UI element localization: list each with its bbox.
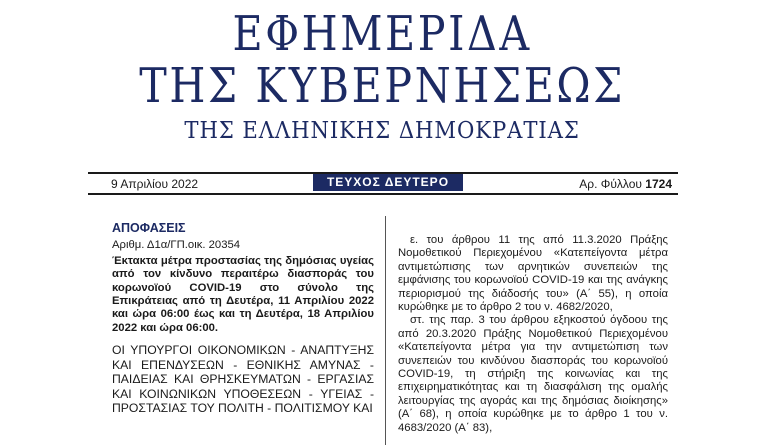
paragraph: ε. του άρθρου 11 της από 11.3.2020 Πράξης Νομοθετικού Περιεχομένου «Κατεπείγοντα μέτρα αντιμετώπισης των αρνητικών συνεπειών της εμφάνισης του κορωνοϊού COVID-19 και της ανάγκης περιορισμού της διάδοσής του» (Α΄ 55), η οποία κυρώθηκε με το άρθρο 2 του ν. 4682/2020, [398, 234, 668, 314]
header-rule-bottom [88, 193, 678, 195]
masthead-title: ΕΦΗΜΕΡΙΔΑ [232, 6, 532, 62]
sheet-number-value: 1724 [645, 177, 672, 191]
left-column [112, 222, 374, 416]
protocol-number: Αριθμ. Δ1α/ΓΠ.οικ. 20354 [112, 239, 241, 252]
ministers-heading: ΟΙ ΥΠΟΥΡΓΟΙ ΟΙΚΟΝΟΜΙΚΩΝ - ΑΝΑΠΤΥΞΗΣ ΚΑΙ ΕΠΕΝΔΥΣΕΩΝ - ΕΘΝΙΚΗΣ ΑΜΥΝΑΣ - ΠΑΙΔΕΙΑΣ ΚΑΙ ΘΡΗΣΚΕΥΜΑΤΩΝ - ΕΡΓΑΣΙΑΣ ΚΑΙ ΚΟΙΝΩΝΙΚΩΝ ΥΠΟΘΕΣΕΩΝ - ΥΓΕΙΑΣ - ΠΡΟΣΤΑΣΙΑΣ ΤΟΥ ΠΟΛΙΤΗ - ΠΟΛΙΤΙΣΜΟΥ ΚΑΙ [112, 343, 374, 416]
masthead-subtitle: ΤΗΣ ΚΥΒΕΡΝΗΣΕΩΣ [139, 58, 625, 114]
paragraph: στ. της παρ. 3 του άρθρου εξηκοστού όγδοου της από 20.3.2020 Πράξης Νομοθετικού Περιεχομένου «Κατεπείγοντα μέτρα για την αντιμετώπιση των συνεπειών του κινδύνου διασποράς του κορωνοϊού COVID-19, τη στήριξη της κοινωνίας και της επιχειρηματικότητας και τη διασφάλιση της ομαλής λειτουργίας της αγοράς και της δημόσιας διοίκησης» (Α΄ 68), η οποία κυρώθηκε με το άρθρο 1 του ν. 4683/2020 (Α΄ 83), [398, 314, 668, 434]
issue-badge: ΤΕΥΧΟΣ ΔΕΥΤΕΡΟ [313, 174, 463, 191]
masthead-republic: ΤΗΣ ΕΛΛΗΝΙΚΗΣ ΔΗΜΟΚΡΑΤΙΑΣ [184, 118, 580, 144]
decision-title: Έκτακτα μέτρα προστασίας της δημόσιας υγείας από τον κίνδυνο περαιτέρω διασποράς του κορωνοϊού COVID-19 στο σύνολο της Επικράτειας από τη Δευτέρα, 11 Απριλίου 2022 και ώρα 06:00 έως και τη Δευτέρα, 18 Απριλίου 2022 και ώρα 06:00. [112, 254, 374, 334]
issue-date: 9 Απριλίου 2022 [111, 177, 199, 191]
sheet-number [579, 177, 672, 191]
column-divider [385, 216, 386, 445]
right-column [398, 234, 668, 435]
section-heading: ΑΠΟΦΑΣΕΙΣ [112, 221, 186, 235]
sheet-label: Αρ. Φύλλου [579, 177, 642, 191]
